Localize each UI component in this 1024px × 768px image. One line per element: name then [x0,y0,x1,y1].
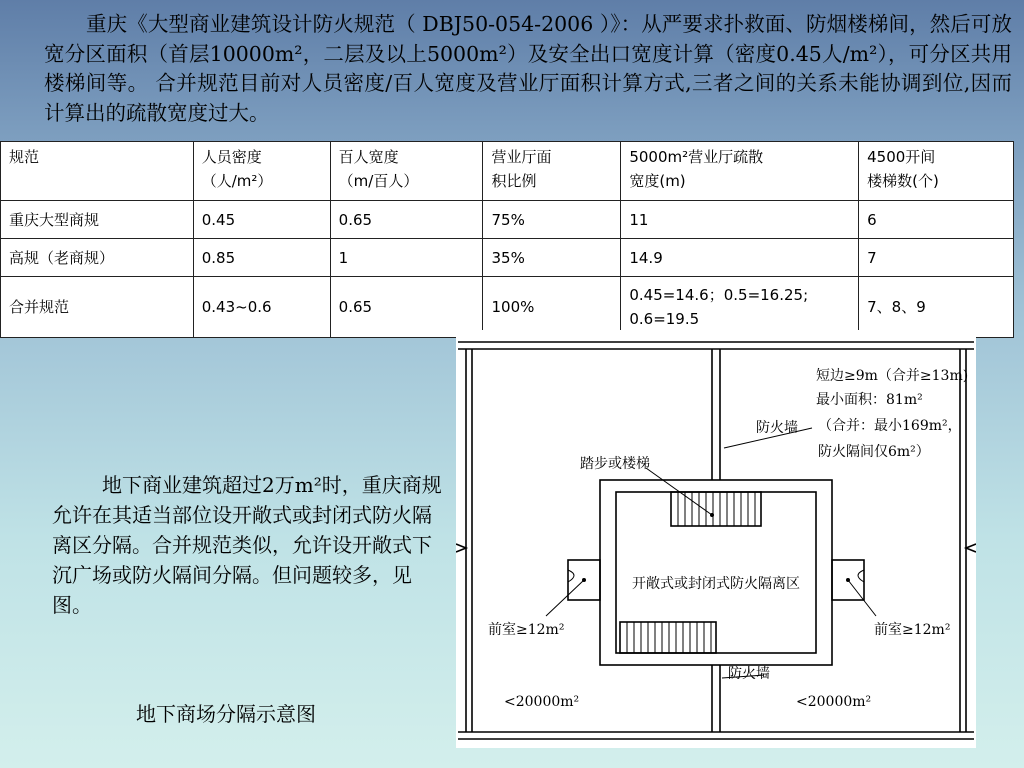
table-cell: 0.65 [330,201,483,239]
table-cell: 0.45=14.6；0.5=16.25; 0.6=19.5 [621,277,859,338]
table-row [1,201,1014,239]
table-row [1,277,1014,338]
header-cell: 营业厅面 积比例 [483,142,621,201]
diagram-caption: 地下商场分隔示意图 [136,702,316,726]
table-cell: 1 [330,239,483,277]
table-cell: 0.43~0.6 [193,277,330,338]
note-fire-compartment: 防火隔间仅6m²） [818,444,930,460]
header-cell: 规范 [1,142,194,201]
table-cell: 35% [483,239,621,277]
table-cell: 重庆大型商规 [1,201,194,239]
area-left-label: <20000m² [504,694,580,710]
header-cell: 5000m²营业厅疏散 宽度(m) [621,142,859,201]
note-min-area: 最小面积：81m² [816,392,923,408]
table-cell: 100% [483,277,621,338]
header-cell: 4500开间 楼梯数(个) [859,142,1014,201]
fire-wall-label-top: 防火墙 [756,420,798,436]
table-cell: 0.45 [193,201,330,239]
vestibule-left-label: 前室≥12m² [488,622,565,638]
table-cell: 高规（老商规） [1,239,194,277]
steps-label: 踏步或楼梯 [580,456,650,472]
isolation-zone-label: 开敞式或封闭式防火隔离区 [632,576,800,592]
intro-paragraph: 重庆《大型商业建筑设计防火规范（ DBJ50-054-2006 ）》：从严要求扑救面、防烟楼梯间，然后可放宽分区面积（首层10000m²，二层及以上5000m²）及安全出口宽度计算（密度0.45人/m²），可分区共用楼梯间等。 合并规范目前对人员密度/百人宽度及营业厅面积计算方式,三者之间的关系未能协调到位,因而计算出的疏散宽度过大。 [44,12,1012,125]
table-cell: 0.65 [330,277,483,338]
table-cell: 7 [859,239,1014,277]
table-cell: 11 [621,201,859,239]
table-cell: 14.9 [621,239,859,277]
area-right-label: <20000m² [796,694,872,710]
separation-diagram [456,330,976,748]
table-row [1,239,1014,277]
table-cell: 合并规范 [1,277,194,338]
underground-paragraph: 地下商业建筑超过2万m²时，重庆商规允许在其适当部位设开敞式或封闭式防火隔离区分隔。合并规范类似，允许设开敞式下沉广场或防火隔间分隔。但问题较多，见图。 [52,473,442,617]
header-cell: 百人宽度 （m/百人） [330,142,483,201]
note-merged-min: （合并：最小169m²， [818,418,962,434]
spec-comparison-table [0,141,1014,338]
table-cell: 6 [859,201,1014,239]
table-cell: 0.85 [193,239,330,277]
vestibule-right-label: 前室≥12m² [874,622,951,638]
table-header-row [1,142,1014,201]
table-cell: 7、8、9 [859,277,1014,338]
fire-wall-label-bottom: 防火墙 [728,666,770,682]
note-short-side: 短边≥9m（合并≥13m) [816,368,969,384]
table-cell: 75% [483,201,621,239]
header-cell: 人员密度 （人/m²） [193,142,330,201]
